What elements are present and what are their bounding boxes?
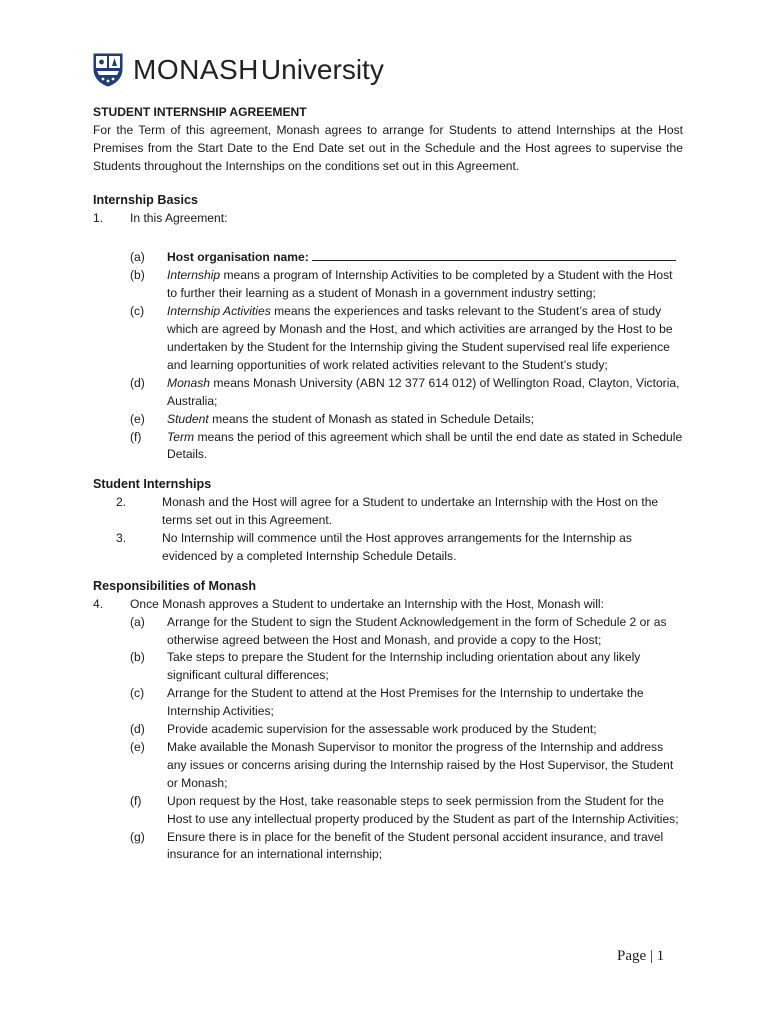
item-text: Provide academic supervision for the assessable work produced by the Student;	[167, 722, 597, 737]
item-label: (a)	[130, 250, 145, 265]
intro-paragraph: For the Term of this agreement, Monash agrees to arrange for Students to attend Internships at the Host Premises from the Start Date to the End Date set out in the Schedule and the Host agrees to supervise the Students throughout the Internships on the conditions set out in this Agreement.	[93, 122, 683, 173]
definition-text: means Monash University (ABN 12 377 614 012) of Wellington Road, Clayton, Victoria, Australia;	[167, 375, 680, 408]
section-heading-responsibilities-of-monash: Responsibilities of Monash	[93, 578, 257, 593]
item-text: Arrange for the Student to sign the Student Acknowledgement in the form of Schedule 2 or as otherwise agreed between the Host and Monash, and provide a copy to the Host;	[167, 614, 667, 647]
definition-text: means the period of this agreement which shall be until the end date as stated in Schedule Details.	[167, 429, 683, 462]
clause-2	[93, 494, 683, 530]
host-organisation-name-label: Host organisation name:	[167, 250, 309, 265]
list-item	[93, 721, 683, 739]
defined-term: Internship	[167, 268, 221, 283]
clause-number: 1.	[93, 210, 104, 225]
document-title: STUDENT INTERNSHIP AGREEMENT	[93, 105, 307, 119]
definition-item	[93, 267, 683, 303]
definition-item	[93, 303, 683, 375]
item-label: (c)	[130, 686, 145, 701]
section-heading-internship-basics: Internship Basics	[93, 192, 198, 207]
clause-text: In this Agreement:	[130, 210, 228, 225]
item-label: (b)	[130, 268, 145, 283]
defined-term: Internship Activities	[167, 304, 271, 319]
clause-number: 3.	[116, 531, 127, 546]
definition-item	[93, 429, 683, 465]
definitions-list	[93, 249, 683, 464]
clause-text: No Internship will commence until the Host approves arrangements for the Internship as evidenced by a completed Internship Schedule Details.	[162, 531, 632, 563]
monash-logo	[93, 52, 384, 88]
clause-3	[93, 530, 683, 566]
list-item	[93, 793, 683, 829]
responsibilities-list	[93, 614, 683, 865]
item-label: (e)	[130, 740, 145, 754]
list-item	[93, 649, 683, 685]
item-text: Make available the Monash Supervisor to monitor the progress of the Internship and address any issues or concerns arising during the Internship raised by the Host Supervisor, the Student or Monash;	[167, 740, 674, 790]
section-heading-student-internships: Student Internships	[93, 477, 212, 492]
definition-item	[93, 375, 683, 411]
defined-term: Term	[167, 429, 195, 444]
defined-term: Monash	[167, 375, 211, 390]
item-label: (f)	[130, 429, 142, 444]
defined-term: Student	[167, 411, 209, 426]
clause-1	[93, 210, 683, 228]
definition-item	[93, 411, 683, 429]
document-body	[93, 104, 683, 864]
clause-4	[93, 596, 683, 614]
definition-text: means the student of Monash as stated in Schedule Details;	[208, 411, 535, 426]
list-item	[93, 685, 683, 721]
item-label: (d)	[130, 722, 145, 737]
monash-crest-icon	[93, 53, 123, 87]
clause-number: 4.	[93, 596, 104, 611]
page-number: Page | 1	[617, 948, 665, 964]
list-item	[93, 829, 683, 865]
item-label: (d)	[130, 375, 145, 390]
host-organisation-name-field[interactable]	[312, 250, 676, 261]
item-label: (e)	[130, 411, 145, 426]
item-label: (g)	[130, 829, 145, 844]
list-item	[93, 739, 683, 793]
definition-item	[93, 249, 683, 267]
item-label: (b)	[130, 650, 145, 665]
definition-text: means the experiences and tasks relevant to the Student’s area of study which are agreed by Monash and the Host, and which activities are arranged by the Host to be undertaken by the Student for the Internship giving the Student supervised real life experience and learning opportunities of work related activities relevant to the Student’s study;	[167, 304, 673, 372]
logo-university-text: University	[260, 54, 384, 85]
item-text: Upon request by the Host, take reasonable steps to seek permission from the Student for the Host to use any intellectual property produced by the Student as part of the Internship Activities;	[167, 793, 679, 826]
item-label: (a)	[130, 614, 145, 629]
list-item	[93, 614, 683, 650]
item-text: Take steps to prepare the Student for the Internship including orientation about any likely significant cultural differences;	[167, 650, 641, 683]
logo-monash-text: MONASH	[133, 54, 259, 85]
clause-text: Once Monash approves a Student to undertake an Internship with the Host, Monash will:	[130, 596, 604, 611]
definition-text: means a program of Internship Activities to be completed by a Student with the Host to further their learning as a student of Monash in a government industry setting;	[167, 268, 673, 301]
clause-number: 2.	[116, 495, 127, 510]
item-text: Arrange for the Student to attend at the Host Premises for the Internship to undertake the Internship Activities;	[167, 686, 644, 719]
item-label: (f)	[130, 793, 142, 808]
clause-text: Monash and the Host will agree for a Student to undertake an Internship with the Host on the terms set out in this Agreement.	[162, 495, 659, 528]
item-text: Ensure there is in place for the benefit of the Student personal accident insurance, and travel insurance for an international internship;	[167, 829, 664, 862]
item-label: (c)	[130, 304, 145, 319]
